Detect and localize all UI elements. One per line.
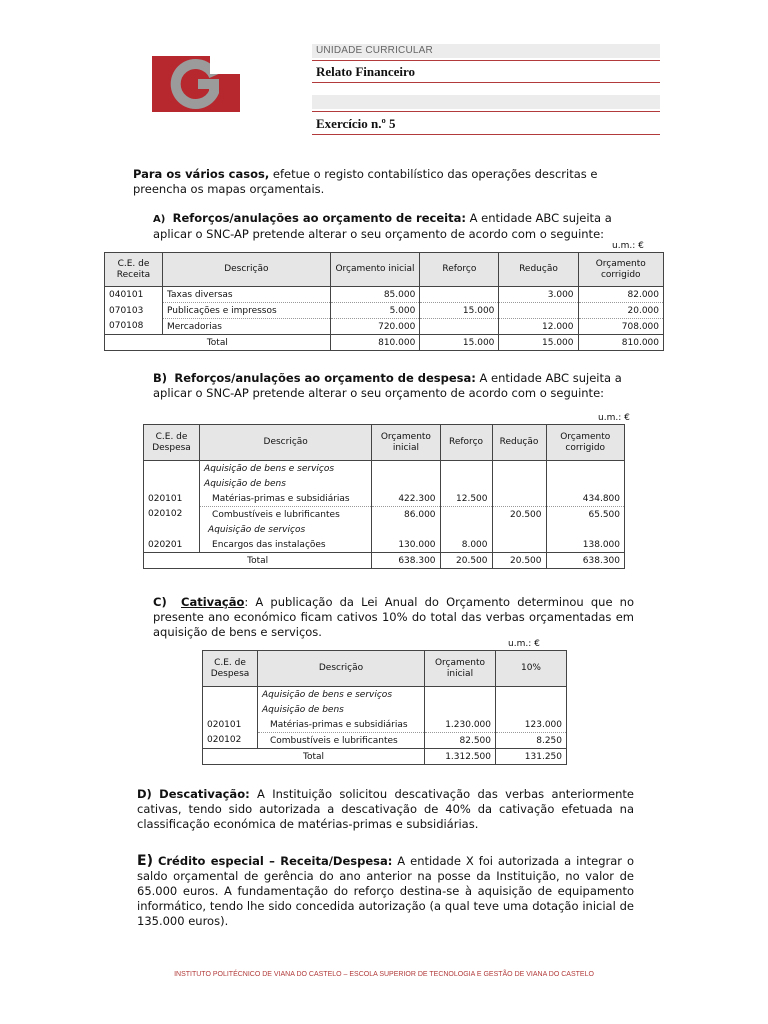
col-header: Descrição: [200, 425, 372, 461]
col-header: Redução: [499, 253, 578, 287]
header-divider: [312, 134, 660, 135]
table-row: 020101 Matérias-primas e subsidiárias 1.230.000 123.000: [203, 717, 567, 733]
table-row: Aquisição de bens e serviços: [203, 687, 567, 703]
col-header: Reforço: [440, 425, 492, 461]
course-title: Relato Financeiro: [316, 64, 416, 79]
section-b-paragraph: B) Reforços/anulações ao orçamento de despesa: A entidade ABC sujeita a aplicar o SNC-AP pretende alterar o seu orçamento de acordo com o seguinte:: [153, 371, 622, 400]
table-total-row: Total 1.312.500 131.250: [203, 749, 567, 765]
header-divider: [312, 111, 660, 112]
table-row: Aquisição de bens e serviços: [144, 461, 625, 477]
cativation-table: [202, 650, 567, 765]
col-header: Orçamento inicial: [425, 651, 496, 687]
section-d-paragraph: D) Descativação: A Instituição solicitou descativação das verbas anteriormente cativas, tendo sido autorizada a descativação de 40% da cativação efetuada na classificação económica de matérias-primas e subsidiárias.: [137, 787, 634, 831]
table-row: 070108 Mercadorias 720.000 12.000 708.000: [105, 319, 664, 335]
col-header: Redução: [492, 425, 546, 461]
table-row: 020102 Combustíveis e lubrificantes 86.000 20.500 65.500: [144, 507, 625, 523]
table-row: 020101 Matérias-primas e subsidiárias 422.300 12.500 434.800: [144, 491, 625, 507]
table-total-row: Total 810.000 15.000 15.000 810.000: [105, 335, 664, 351]
table-row: Aquisição de bens: [144, 476, 625, 491]
col-header: Orçamento inicial: [330, 253, 420, 287]
header-divider: [312, 60, 660, 61]
header-band-mid: [312, 95, 660, 109]
col-header: Descrição: [163, 253, 331, 287]
table-row: Aquisição de bens: [203, 702, 567, 717]
table-total-row: Total 638.300 20.500 20.500 638.300: [144, 553, 625, 569]
footer-institution: INSTITUTO POLITÉCNICO DE VIANA DO CASTELO – ESCOLA SUPERIOR DE TECNOLOGIA E GESTÃO DE VIANA DO CASTELO: [174, 971, 594, 978]
header-divider: [312, 82, 660, 83]
table-row: 020102 Combustíveis e lubrificantes 82.500 8.250: [203, 733, 567, 749]
section-a-paragraph: A) Reforços/anulações ao orçamento de receita: A entidade ABC sujeita a aplicar o SNC-AP pretende alterar o seu orçamento de acordo com o seguinte:: [153, 211, 612, 241]
currency-unit: u.m.: €: [508, 639, 540, 649]
col-header: C.E. de Despesa: [203, 651, 258, 687]
exercise-title: Exercício n.º 5: [316, 116, 396, 131]
currency-unit: u.m.: €: [612, 241, 644, 251]
expense-budget-table: [143, 424, 625, 569]
institution-logo: [152, 56, 240, 112]
col-header: Descrição: [258, 651, 425, 687]
table-row: 020201 Encargos das instalações 130.000 8.000 138.000: [144, 537, 625, 553]
col-header: 10%: [496, 651, 567, 687]
table-row: Aquisição de serviços: [144, 522, 625, 537]
col-header: Orçamento inicial: [372, 425, 440, 461]
table-row: 040101 Taxas diversas 85.000 3.000 82.000: [105, 287, 664, 303]
section-c-paragraph: C) Cativação: A publicação da Lei Anual do Orçamento determinou que no presente ano económico ficam cativos 10% do total das verbas orçamentadas em aquisição de bens e serviços.: [153, 595, 635, 639]
col-header: C.E. de Despesa: [144, 425, 200, 461]
revenue-budget-table: [104, 252, 664, 351]
table-row: 070103 Publicações e impressos 5.000 15.000 20.000: [105, 303, 664, 319]
col-header: Orçamento corrigido: [546, 425, 625, 461]
section-e-paragraph: E) Crédito especial – Receita/Despesa: A entidade X foi autorizada a integrar o saldo orçamental de gerência do ano anterior na posse da Instituição, no valor de 65.000 euros. A fundamentação do reforço destina-se à aquisição de equipamento informático, tendo lhe sido concedida autorização (a qual teve uma dotação inicial de 135.000 euros).: [137, 853, 635, 928]
col-header: Reforço: [420, 253, 499, 287]
col-header: C.E. de Receita: [105, 253, 163, 287]
unit-label: UNIDADE CURRICULAR: [316, 45, 433, 56]
col-header: Orçamento corrigido: [578, 253, 663, 287]
intro-paragraph: Para os vários casos, efetue o registo contabilístico das operações descritas e preencha os mapas orçamentais.: [133, 167, 598, 196]
currency-unit: u.m.: €: [598, 413, 630, 423]
